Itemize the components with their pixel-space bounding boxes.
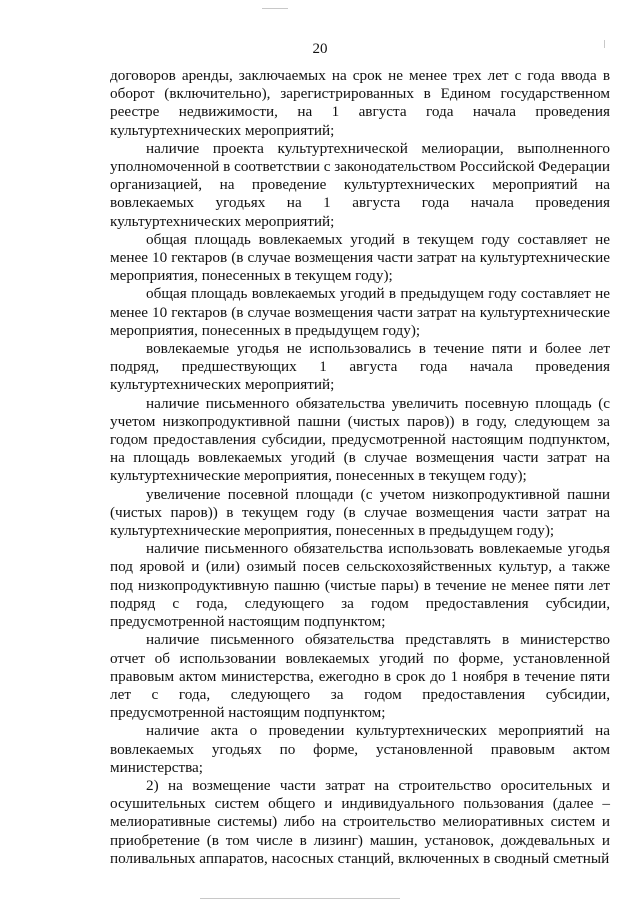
paragraph: увеличение посевной площади (с учетом низкопродуктивной пашни (чистых паров)) в текущем году (в случае возмещения части затрат на культуртехнические мероприятия, понесенных в предыдущем году); [110,485,610,540]
paragraph: 2) на возмещение части затрат на строительство оросительных и осушительных систем общего и индивидуального пользования (далее – мелиоративные системы) либо на строительство мелиоративных систем и приобретение (в том числе в лизинг) машин, установок, дождевальных и поливальных аппаратов, насосных станций, включенных в сводный сметный [110,776,610,867]
scan-artifact-top [262,8,288,9]
paragraph: наличие письменного обязательства использовать вовлекаемые угодья под яровой и (или) озимый посев сельскохозяйственных культур, а также под низкопродуктивную пашню (чистые пары) в течение не менее пяти лет подряд с года, следующего за годом предоставления субсидии, предусмотренной настоящим подпунктом; [110,540,610,631]
paragraph: наличие акта о проведении культуртехнических мероприятий на вовлекаемых угодьях по форме, установленной правовым актом министерства; [110,722,610,776]
paragraph: вовлекаемые угодья не использовались в течение пяти и более лет подряд, предшествующих 1 августа года начала проведения культуртехнических мероприятий; [110,340,610,394]
document-body [110,67,610,868]
page-number: 20 [312,41,328,57]
paragraph: наличие проекта культуртехнической мелиорации, выполненного уполномоченной в соответствии с законодательством Российской Федерации организацией, на проведение культуртехнических мероприятий на вовлекаемых угодьях на 1 августа года начала проведения культуртехнических мероприятий; [110,139,610,230]
paragraph: общая площадь вовлекаемых угодий в текущем году составляет не менее 10 гектаров (в случае возмещения части затрат на культуртехнические мероприятия, понесенных в текущем году); [110,230,610,285]
paragraph: наличие письменного обязательства представлять в министерство отчет об использовании вовлекаемых угодий по форме, установленной правовым актом министерства, ежегодно в срок до 1 ноября в течение пяти лет с года, следующего за годом предоставления субсидии, предусмотренной настоящим подпунктом; [110,631,610,722]
paragraph: договоров аренды, заключаемых на срок не менее трех лет с года ввода в оборот (включительно), зарегистрированных в Едином государственном реестре недвижимости, на 1 августа года начала проведения культуртехнических мероприятий; [110,67,610,139]
paragraph: наличие письменного обязательства увеличить посевную площадь (с учетом низкопродуктивной пашни (чистых паров)) в году, следующем за годом предоставления субсидии, предусмотренной настоящим подпунктом, на площадь вовлекаемых угодий (в случае возмещения части затрат на культуртехнические мероприятия, понесенных в текущем году); [110,394,610,485]
scan-artifact-bottom [200,898,400,899]
paragraph: общая площадь вовлекаемых угодий в предыдущем году составляет не менее 10 гектаров (в случае возмещения части затрат на культуртехнические мероприятия, понесенных в предыдущем году); [110,285,610,339]
